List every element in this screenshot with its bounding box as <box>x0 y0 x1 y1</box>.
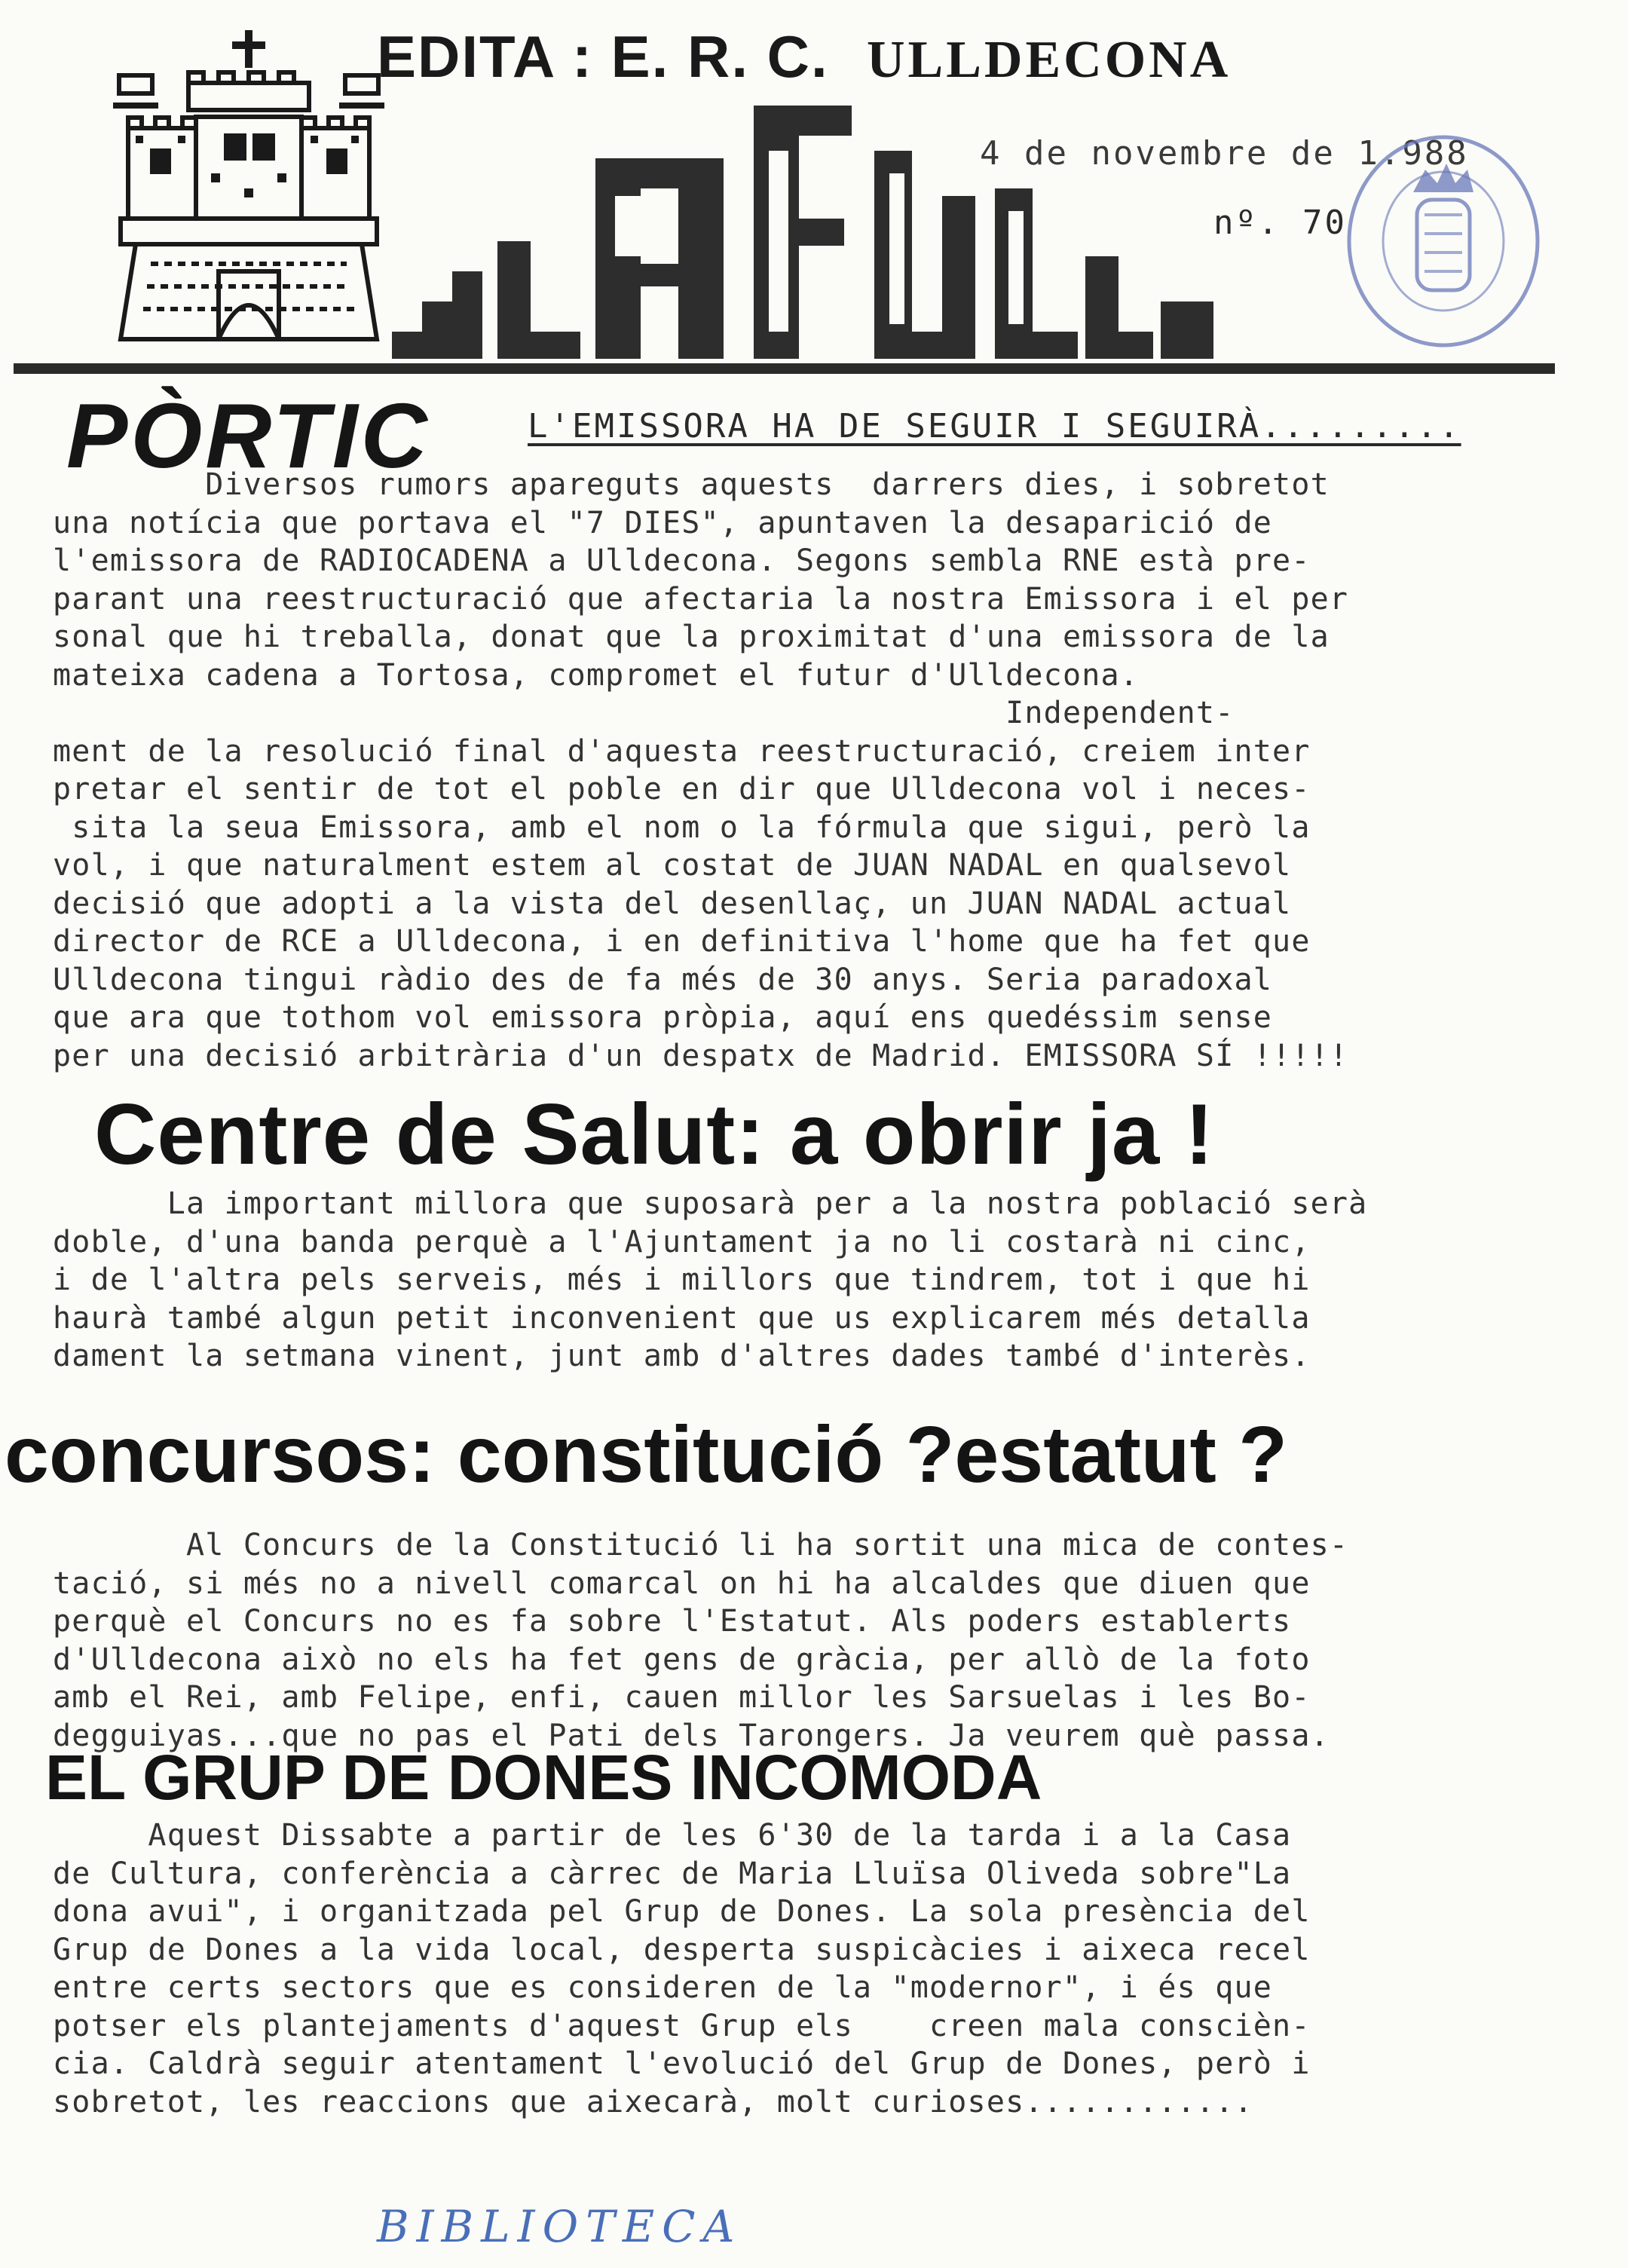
section-subtitle-emissora: L'EMISSORA HA DE SEGUIR I SEGUIRÀ......... <box>528 407 1461 445</box>
handwritten-note: BIBLIOTECA <box>377 2201 742 2252</box>
issue-date: 4 de novembre de 1.988 <box>980 134 1469 173</box>
library-stamp-icon <box>1342 132 1545 350</box>
section-heading-portic: PÒRTIC <box>66 384 430 487</box>
article-body-grup-dones: Aquest Dissabte a partir de les 6'30 de la tarda i a la Casa de Cultura, conferència a càrrec de Maria Lluïsa Oliveda sobre"La dona avui", i organitzada pel Grup de Dones. La sola presència del Grup de Dones a la vida local, desperta suspicàcies i aixeca recel entre certs sectors que es consideren de la "modernor", i és que potser els plantejaments d'aquest Grup els creen mala conscièn- cia. Caldrà seguir atentament l'evolució del Grup de Dones, però i sobretot, les reaccions que aixecarà, molt curioses............ <box>53 1818 1311 2120</box>
article-body-emissora: Diversos rumors apareguts aquests darrers dies, i sobretot una notícia que portava el "7 DIES", apuntaven la desaparició de l'emissora de RADIOCADENA a Ulldecona. Segons sembla RNE està pre- parant una reestructuració que afectaria la nostra Emissora i el per sonal que hi treballa, donat que la proximitat d'una emissora de la mateixa cadena a Tortosa, compromet el futur d'Ulldecona. Independent- ment de la resolució final d'aquesta reestructuració, creiem inter pretar el sentir de tot el poble en dir que Ulldecona vol i neces- sita la seua Emissora, amb el nom o la fórmula que sigui, però la vol, i que naturalment estem al costat de JUAN NADAL en qualsevol decisió que adopti a la vista del desenllaç, un JUAN NADAL actual director de RCE a Ulldecona, i en definitiva l'home que ha fet que Ulldecona tingui ràdio des de fa més de 30 anys. Seria paradoxal que ara que tothom vol emissora pròpia, aquí ens quedéssim sense per una decisió arbitrària d'un despatx de Madrid. EMISSORA SÍ !!!!! <box>53 467 1349 1073</box>
issue-number: nº. 70 <box>1213 204 1347 242</box>
section-heading-centre-salut: Centre de Salut: a obrir ja ! <box>94 1087 1214 1183</box>
section-heading-grup-dones: EL GRUP DE DONES INCOMODA <box>45 1742 1042 1813</box>
publisher-line: EDITA : E. R. C. <box>377 23 829 90</box>
masthead-rule <box>14 363 1555 374</box>
article-body-concursos: Al Concurs de la Constitució li ha sortit una mica de contes- tació, si més no a nivell comarcal on hi ha alcaldes que diuen que perquè el Concurs no es fa sobre l'Estatut. Als poders establerts d'Ulldecona això no els ha fet gens de gràcia, per allò de la foto amb el Rei, amb Felipe, enfi, cauen millor les Sarsuelas i les Bo- degguiyas...que no pas el Pati dels Tarongers. Ja veurem què passa. <box>53 1528 1349 1753</box>
article-body-centre-salut: La important millora que suposarà per a la nostra població serà doble, d'una banda perquè a l'Ajuntament ja no li costarà ni cinc, i de l'altra pels serveis, més i millors que tindrem, tot i que hi haurà també algun petit inconvenient que us explicarem més detalla dament la setmana vinent, junt amb d'altres dades també d'interès. <box>53 1186 1368 1373</box>
section-heading-concursos: concursos: constitució ?estatut ? <box>5 1410 1288 1499</box>
town-name: ULLDECONA <box>867 31 1232 89</box>
castle-emblem-icon <box>106 23 392 354</box>
